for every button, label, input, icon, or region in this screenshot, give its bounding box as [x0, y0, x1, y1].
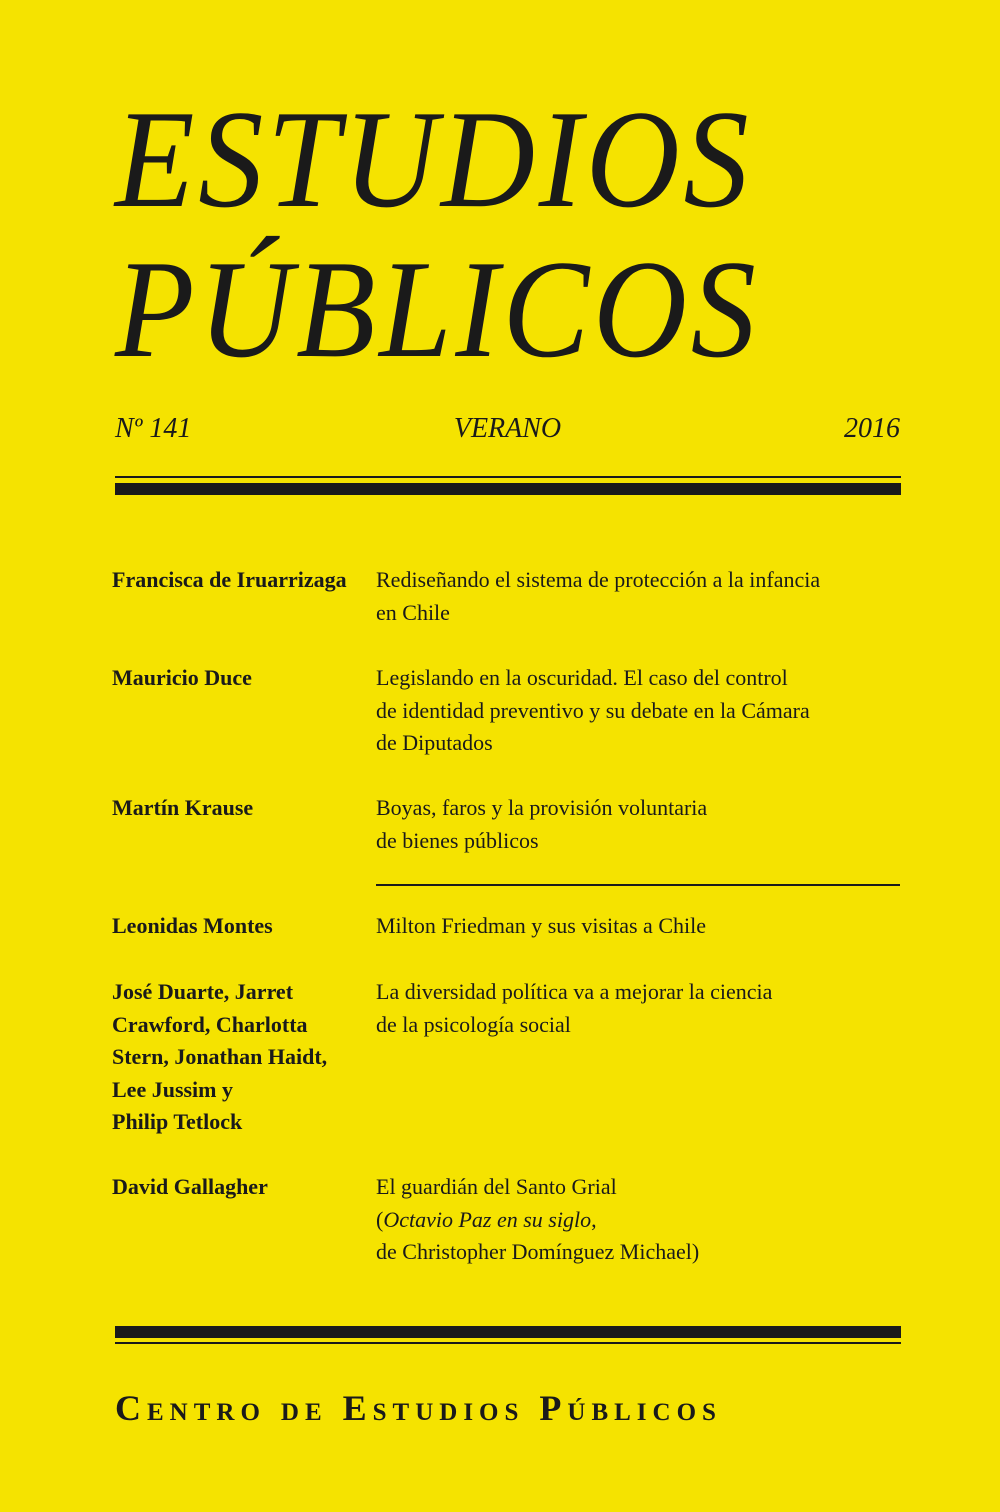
toc-title	[376, 1171, 856, 1269]
toc-title-line: La diversidad política va a mejorar la ciencia	[376, 979, 773, 1004]
toc-author-line: David Gallagher	[112, 1174, 268, 1199]
top-rule-thin	[115, 476, 901, 478]
bottom-rule-thin	[115, 1342, 901, 1344]
toc-title-line: en Chile	[376, 599, 450, 625]
toc-title	[376, 976, 856, 1041]
bottom-rule-thick	[115, 1326, 901, 1338]
toc-author-line: José Duarte, Jarret	[112, 979, 294, 1004]
toc-author	[112, 910, 357, 943]
toc-author-line: Martín Krause	[112, 795, 254, 820]
toc-author-line: Mauricio Duce	[112, 665, 252, 690]
toc-title	[376, 564, 856, 629]
toc-title-line: de Christopher Domínguez Michael)	[376, 1239, 700, 1264]
toc-title-line: de identidad preventivo y su debate en la Cámara	[376, 697, 810, 723]
toc-author-line: Leonidas Montes	[112, 913, 273, 938]
toc-title	[376, 910, 856, 943]
toc-author	[112, 976, 357, 1139]
issue-year: 2016	[844, 413, 900, 444]
toc-author	[112, 792, 357, 825]
toc-author	[112, 662, 357, 695]
toc-title-line: El guardián del Santo Grial	[376, 1174, 617, 1199]
issue-number: Nº 141	[115, 413, 192, 444]
toc-title-line: Boyas, faros y la provisión voluntaria	[376, 795, 708, 820]
toc-title-line: (Octavio Paz en su siglo,	[376, 1206, 597, 1232]
toc-author	[112, 564, 357, 597]
masthead-line-1: ESTUDIOS	[115, 82, 753, 237]
issue-season: VERANO	[453, 413, 562, 444]
toc-title-line: Milton Friedman y sus visitas a Chile	[376, 913, 706, 938]
toc-title-line: de bienes públicos	[376, 827, 539, 853]
toc-author	[112, 1171, 357, 1204]
toc-author-line: Crawford, Charlotta	[112, 1011, 308, 1037]
toc-author-line: Philip Tetlock	[112, 1109, 243, 1134]
toc-title-line: Rediseñando el sistema de protección a la infancia	[376, 567, 821, 592]
section-divider	[376, 884, 900, 886]
masthead-line-2: PÚBLICOS	[115, 232, 760, 387]
toc-author-line: Lee Jussim y	[112, 1076, 233, 1102]
toc-author-line: Francisca de Iruarrizaga	[112, 567, 347, 592]
top-rule-thick	[115, 483, 901, 495]
toc-title-line: de la psicología social	[376, 1011, 571, 1037]
toc-title	[376, 662, 856, 760]
toc-title-line: de Diputados	[376, 730, 493, 755]
toc-title-line: Legislando en la oscuridad. El caso del control	[376, 665, 788, 690]
publisher-name: Centro de Estudios Públicos	[115, 1388, 722, 1428]
toc-author-line: Stern, Jonathan Haidt,	[112, 1044, 328, 1069]
toc-title	[376, 792, 856, 857]
toc-title-italic: Octavio Paz en su siglo	[383, 1206, 592, 1232]
